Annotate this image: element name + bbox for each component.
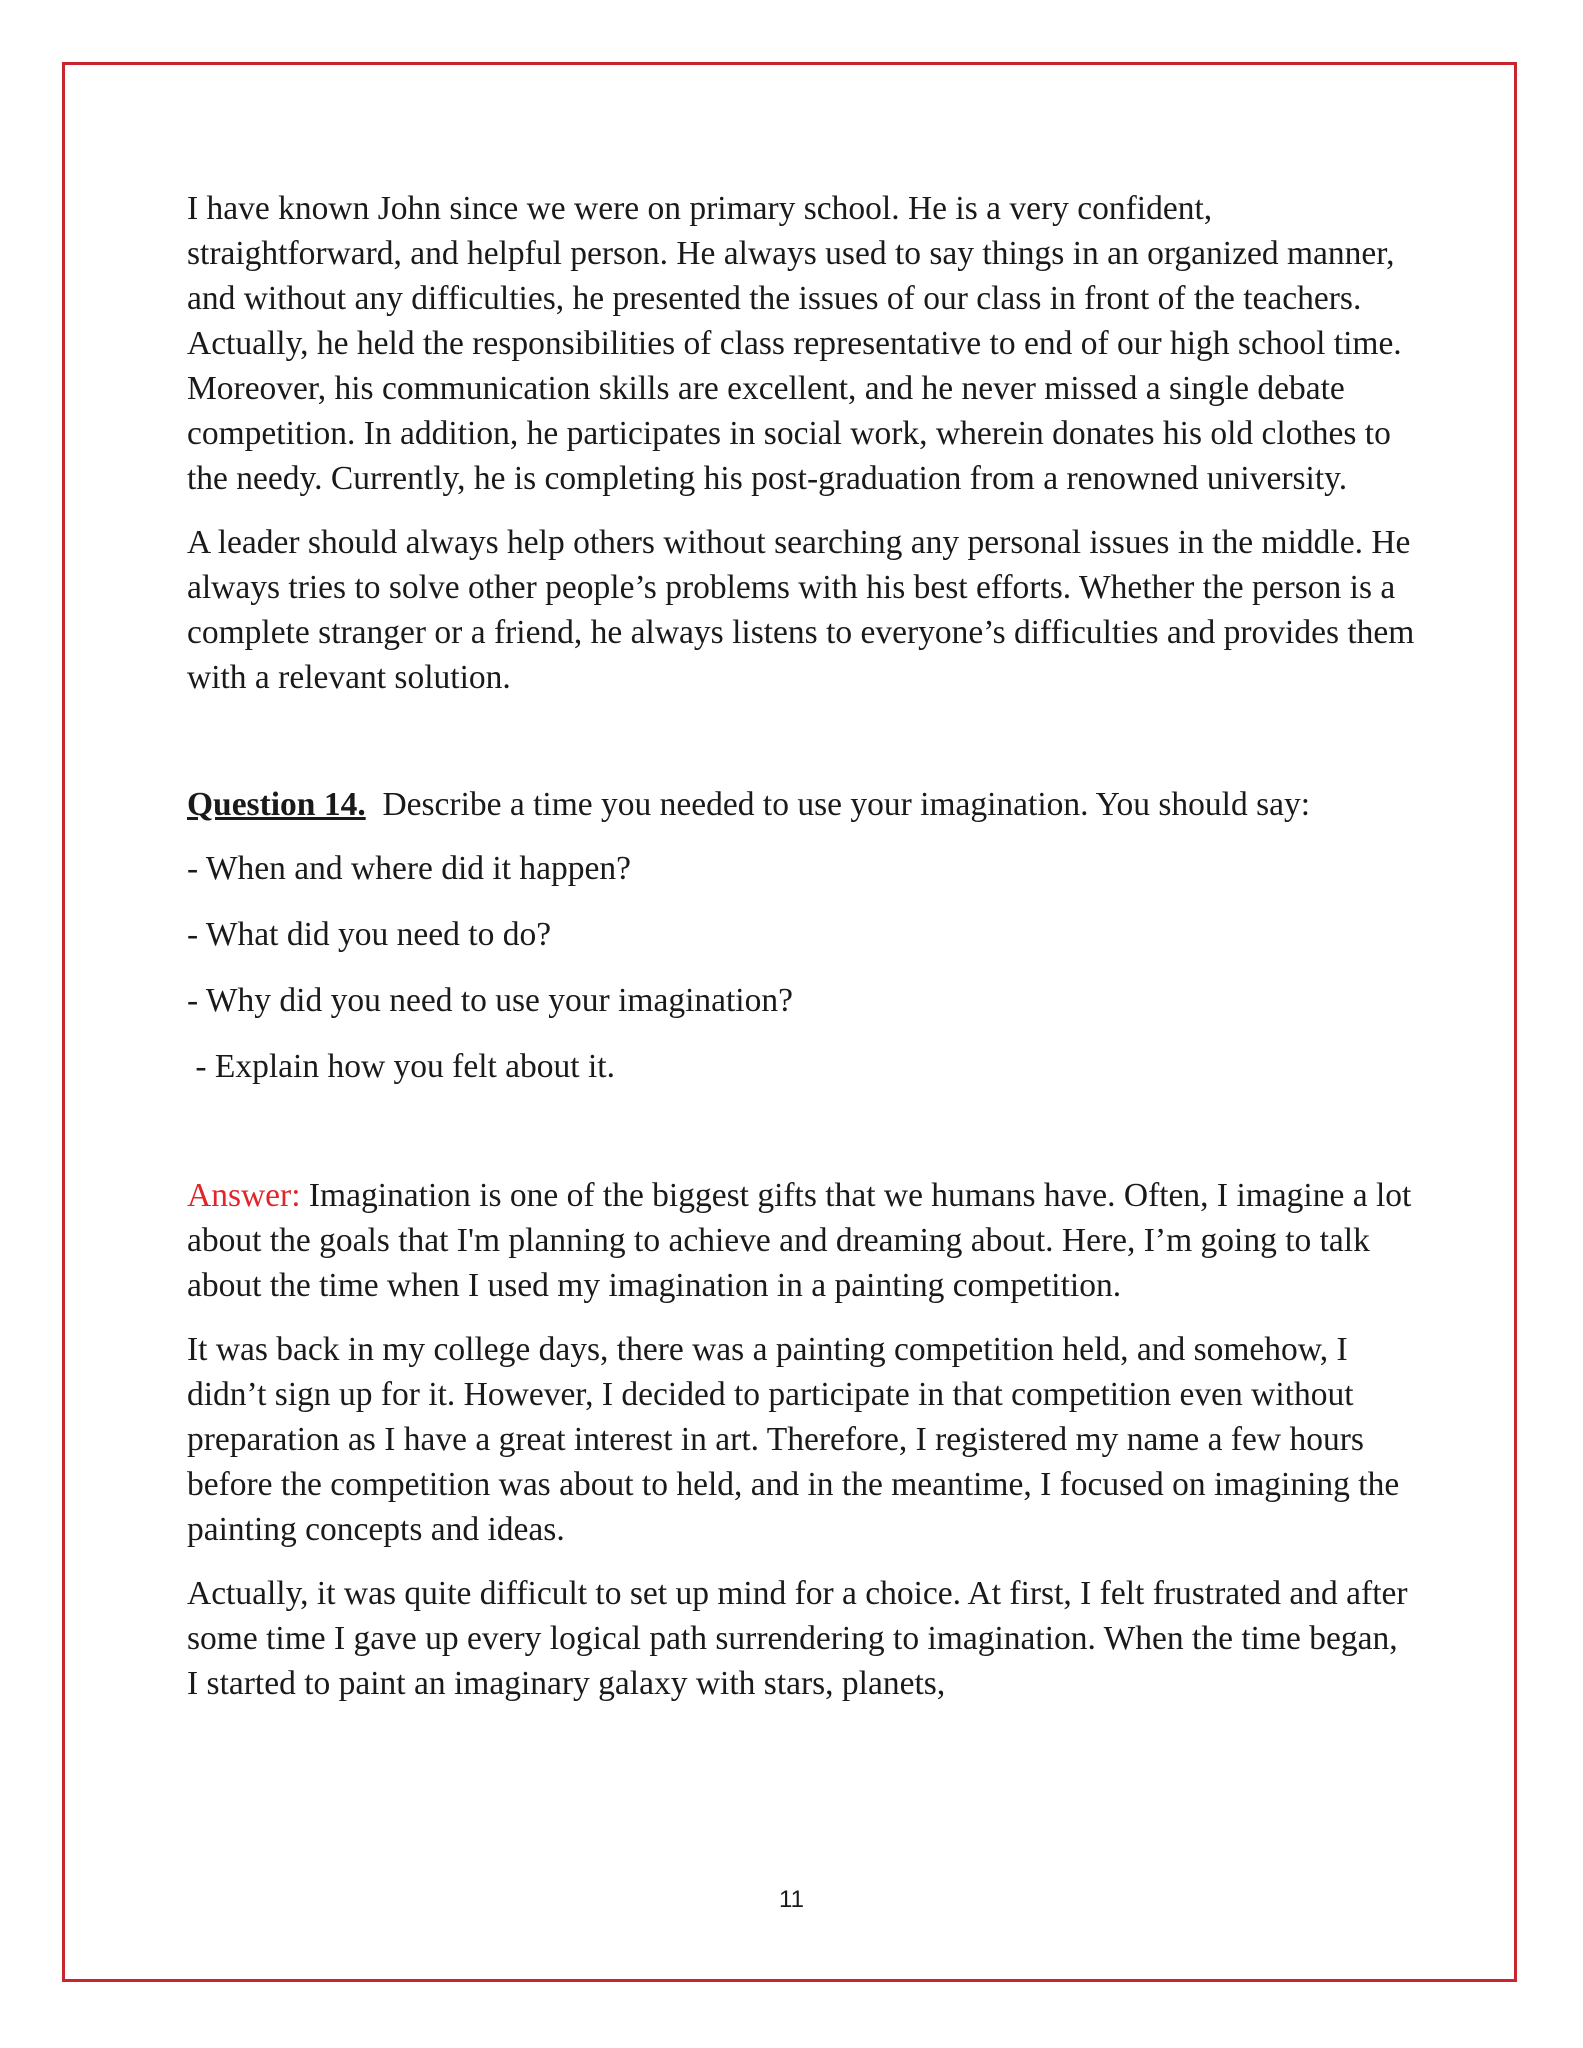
question-bullet: - Explain how you felt about it. <box>187 1048 615 1085</box>
answer-paragraph <box>187 1173 1417 1308</box>
question-text: Describe a time you needed to use your imagination. You should say: <box>365 786 1311 823</box>
question-bullet: - When and where did it happen? <box>187 850 632 887</box>
section-spacer <box>187 719 1417 782</box>
intro-paragraph: I have known John since we were on primary school. He is a very confident, straightforward, and helpful person. He always used to say things in an organized manner, and without any difficulties, he presented the issues of our class in front of the teachers. Actually, he held the responsibilities of class representative to end of our high school time. Moreover, his communication skills are excellent, and he never missed a single debate competition. In addition, he participates in social work, wherein donates his old clothes to the needy. Currently, he is completing his post-graduation from a renowned university. <box>187 190 1402 497</box>
answer-text: Imagination is one of the biggest gifts that we humans have. Often, I imagine a lot about the goals that I'm planning to achieve and dreaming about. Here, I’m going to talk about the time when I used my imagination in a painting competition. <box>187 1177 1412 1304</box>
answer-paragraph: Actually, it was quite difficult to set up mind for a choice. At first, I felt frustrated and after some time I gave up every logical path surrendering to imagination. When the time began, I started to paint an imaginary galaxy with stars, planets, <box>187 1575 1408 1702</box>
question-bullet: - Why did you need to use your imagination? <box>187 982 793 1019</box>
page-number: 11 <box>779 1886 804 1913</box>
section-spacer <box>187 1110 1417 1173</box>
question-heading <box>187 782 1417 827</box>
answer-label: Answer: <box>187 1177 301 1214</box>
document-body <box>187 186 1417 1725</box>
question-label: Question 14. <box>187 786 366 823</box>
intro-paragraph: A leader should always help others without searching any personal issues in the middle. He always tries to solve other people’s problems with his best efforts. Whether the person is a complete stranger or a friend, he always listens to everyone’s difficulties and provides them with a relevant solution. <box>187 524 1415 696</box>
question-bullet: - What did you need to do? <box>187 916 552 953</box>
answer-paragraph: It was back in my college days, there was a painting competition held, and somehow, I didn’t sign up for it. However, I decided to participate in that competition even without preparation as I have a great interest in art. Therefore, I registered my name a few hours before the competition was about to held, and in the meantime, I focused on imagining the painting concepts and ideas. <box>187 1331 1400 1548</box>
